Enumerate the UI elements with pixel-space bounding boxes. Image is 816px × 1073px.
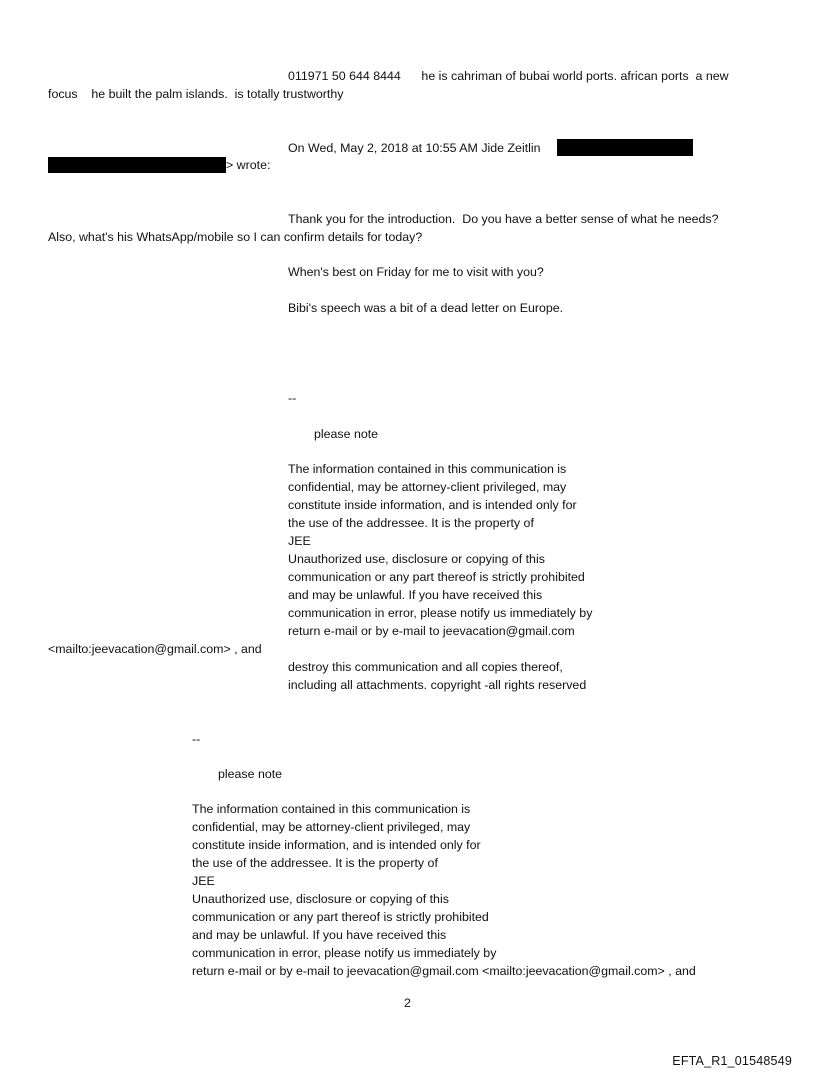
disclaimer-line: communication or any part thereof is strictly prohibited <box>192 910 489 924</box>
disclaimer-line: return e-mail or by e-mail to jeevacation@gmail.com <mailto:jeevacation@gmail.com> , and <box>192 964 696 978</box>
redaction-bar <box>48 157 226 173</box>
disclaimer-line: communication in error, please notify us immediately by <box>192 946 497 960</box>
disclaimer-heading: please note <box>314 427 379 441</box>
page-number: 2 <box>404 996 411 1010</box>
disclaimer-line: constitute inside information, and is intended only for <box>192 838 481 852</box>
reply-line-1: 011971 50 644 8444 he is cahriman of bubai world ports. african ports a new <box>288 69 729 83</box>
disclaimer-line: the use of the addressee. It is the property of <box>192 856 438 870</box>
disclaimer-line: and may be unlawful. If you have received this <box>192 928 447 942</box>
disclaimer-line: The information contained in this communication is <box>192 802 471 816</box>
document-id: EFTA_R1_01548549 <box>672 1054 792 1068</box>
disclaimer-line: and may be unlawful. If you have received this <box>288 588 543 602</box>
quote-header-wrote: > wrote: <box>226 158 271 172</box>
disclaimer-heading: please note <box>218 767 283 781</box>
disclaimer-mailto-line: <mailto:jeevacation@gmail.com> , and <box>48 642 262 656</box>
disclaimer-line: JEE <box>192 874 215 888</box>
signature-separator: -- <box>192 732 201 746</box>
disclaimer-line: confidential, may be attorney-client privileged, may <box>192 820 471 834</box>
disclaimer-line: Unauthorized use, disclosure or copying of this <box>288 552 545 566</box>
quote-header-date: On Wed, May 2, 2018 at 10:55 AM Jide Zeitlin <box>288 141 541 155</box>
disclaimer-line: destroy this communication and all copies thereof, <box>288 660 563 674</box>
reply-line-2: focus he built the palm islands. is totally trustworthy <box>48 87 344 101</box>
quoted-message-line: Thank you for the introduction. Do you have a better sense of what he needs? <box>288 212 719 226</box>
signature-separator: -- <box>288 391 297 405</box>
quoted-message-line: When's best on Friday for me to visit with you? <box>288 265 544 279</box>
disclaimer-line: constitute inside information, and is intended only for <box>288 498 577 512</box>
disclaimer-line: JEE <box>288 534 311 548</box>
redaction-bar <box>557 139 693 156</box>
disclaimer-line: return e-mail or by e-mail to jeevacation@gmail.com <box>288 624 575 638</box>
disclaimer-line: including all attachments. copyright -all rights reserved <box>288 678 587 692</box>
disclaimer-line: The information contained in this communication is <box>288 462 567 476</box>
quoted-message-line: Bibi's speech was a bit of a dead letter on Europe. <box>288 301 564 315</box>
disclaimer-line: communication or any part thereof is strictly prohibited <box>288 570 585 584</box>
disclaimer-line: communication in error, please notify us immediately by <box>288 606 593 620</box>
disclaimer-line: the use of the addressee. It is the property of <box>288 516 534 530</box>
disclaimer-line: confidential, may be attorney-client privileged, may <box>288 480 567 494</box>
disclaimer-line: Unauthorized use, disclosure or copying of this <box>192 892 449 906</box>
quoted-message-line: Also, what's his WhatsApp/mobile so I can confirm details for today? <box>48 230 423 244</box>
